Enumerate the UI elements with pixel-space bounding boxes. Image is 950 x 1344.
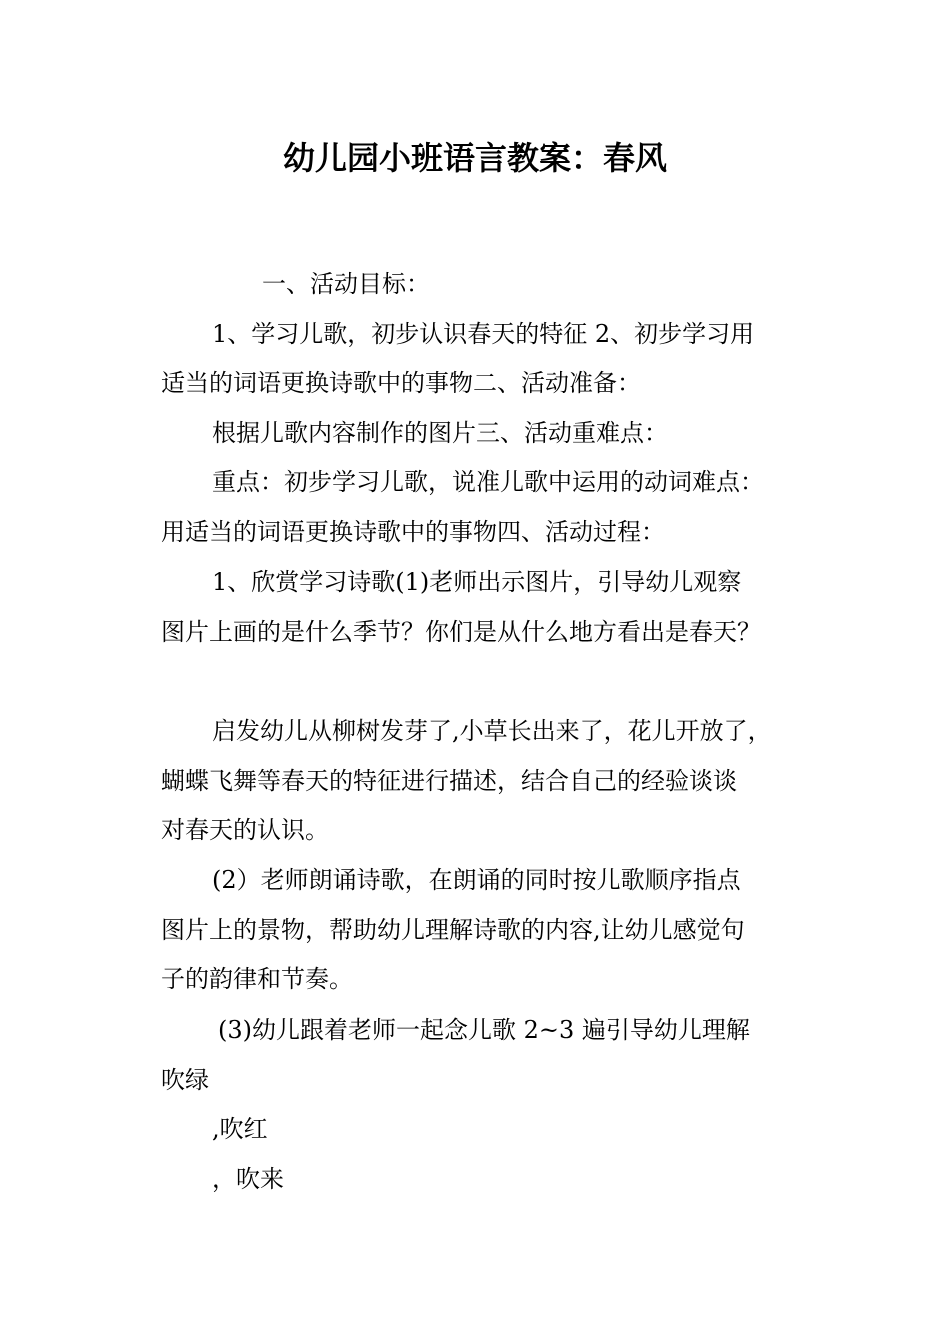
text-line: 一、活动目标： [262, 270, 430, 298]
text-line: 图片上的景物，帮助幼儿理解诗歌的内容,让幼儿感觉句 [161, 916, 745, 944]
text-line: ，吹来 [212, 1165, 284, 1193]
text-line: (3)幼儿跟着老师一起念儿歌 2~3 遍引导幼儿理解 [218, 1016, 750, 1044]
document-title: 幼儿园小班语言教案：春风 [282, 139, 667, 177]
text-line: 子的韵律和节奏。 [161, 965, 353, 993]
text-line: 适当的词语更换诗歌中的事物二、活动准备： [161, 369, 641, 397]
text-line: 根据儿歌内容制作的图片三、活动重难点： [212, 419, 668, 447]
text-line: 用适当的词语更换诗歌中的事物四、活动过程： [161, 518, 665, 546]
text-line: 重点：初步学习儿歌，说准儿歌中运用的动词难点： [212, 468, 764, 496]
text-line: 图片上画的是什么季节？你们是从什么地方看出是春天？ [161, 618, 761, 646]
text-line: ,吹红 [212, 1115, 268, 1143]
text-line: 对春天的认识。 [161, 816, 329, 844]
text-line: 1、学习儿歌，初步认识春天的特征 2、初步学习用 [212, 320, 755, 348]
text-line: (2）老师朗诵诗歌，在朗诵的同时按儿歌顺序指点 [212, 866, 741, 894]
text-line: 吹绿 [161, 1066, 209, 1094]
text-line: 1、欣赏学习诗歌(1)老师出示图片，引导幼儿观察 [212, 568, 742, 596]
text-line: 启发幼儿从柳树发芽了,小草长出来了，花儿开放了， [212, 717, 772, 745]
text-line: 蝴蝶飞舞等春天的特征进行描述，结合自己的经验谈谈 [161, 767, 737, 795]
